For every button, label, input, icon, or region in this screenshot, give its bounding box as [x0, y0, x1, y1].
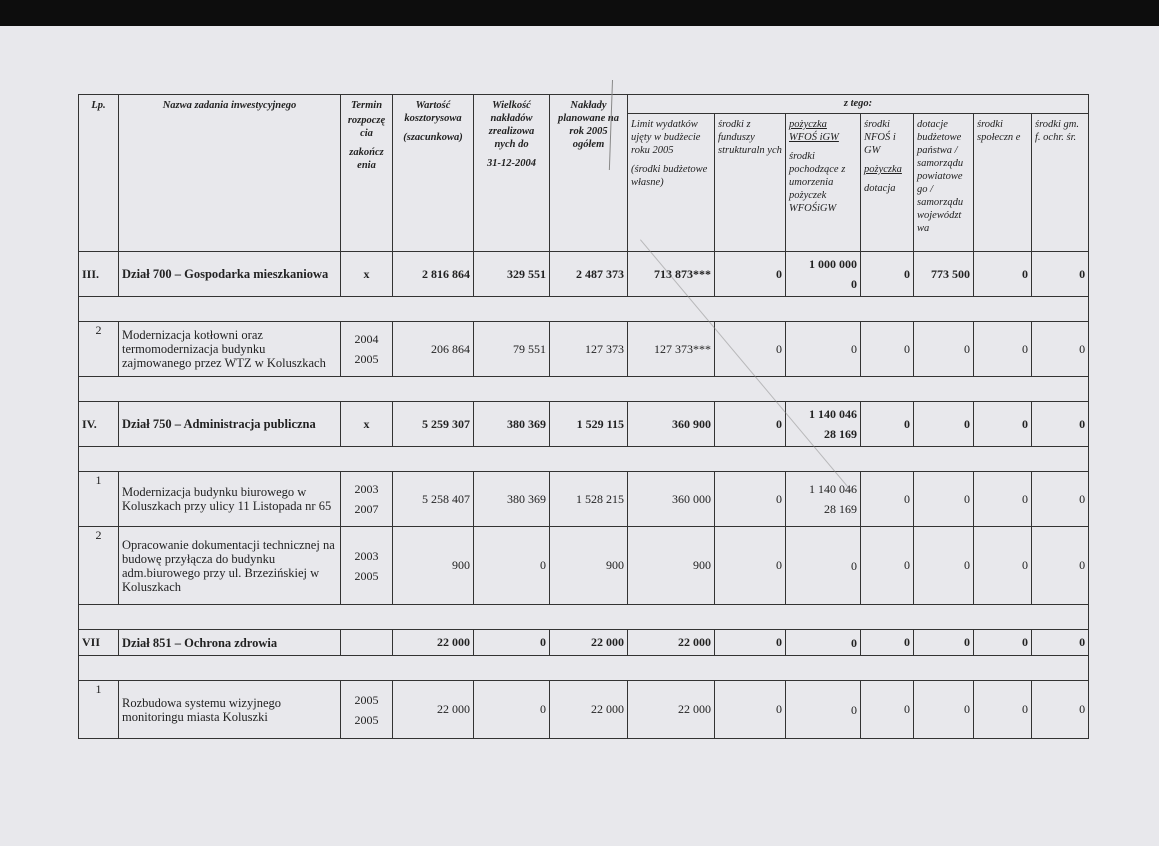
header-termin: [341, 95, 393, 252]
row-strukturalne: 0: [715, 322, 786, 377]
header-wartosc: [393, 95, 474, 252]
termin-value: 2003: [354, 548, 379, 563]
header-termin-start: rozpoczę cia: [347, 115, 386, 139]
row-gmf: 0: [1032, 402, 1089, 447]
spacer-cell: [79, 605, 1089, 630]
row-wfos: [786, 630, 861, 656]
row-termin: [341, 681, 393, 739]
header-gmf: środki gm. f. ochr. śr.: [1032, 114, 1089, 252]
row-nfos: 0: [861, 681, 914, 739]
row-nfos: 0: [861, 527, 914, 605]
wfos-value: 1 000 000: [809, 257, 857, 271]
termin-value: 2005: [354, 712, 379, 727]
row-gmf: 0: [1032, 681, 1089, 739]
scan-top-border: [0, 0, 1159, 26]
header-nfos-grant: dotacja: [864, 183, 896, 194]
row-spoleczne: 0: [974, 252, 1032, 297]
header-wielkosc-title: Wielkość nakładów zrealizowa nych do: [488, 100, 535, 150]
spacer-cell: [79, 297, 1089, 322]
wfos-value: 0: [851, 635, 857, 650]
row-spoleczne: 0: [974, 527, 1032, 605]
table-row: [79, 472, 1089, 527]
row-termin: [341, 630, 393, 656]
row-wfos: [786, 322, 861, 377]
section-row: [79, 252, 1089, 297]
termin-value: 2004: [354, 332, 379, 346]
header-strukturalne: środki z funduszy strukturaln ych: [715, 114, 786, 252]
row-lp: III.: [79, 252, 119, 297]
row-nfos: 0: [861, 322, 914, 377]
row-termin: [341, 402, 393, 447]
row-lp: 2: [79, 322, 119, 377]
wfos-value: 28 169: [824, 502, 857, 516]
section-row: [79, 630, 1089, 656]
row-wartosc: 5 258 407: [393, 472, 474, 527]
header-dotacje: dotacje budżetowe państwa / samorządu powiatowe go / samorządu województ wa: [914, 114, 974, 252]
header-lp: Lp.: [79, 95, 119, 252]
row-gmf: 0: [1032, 527, 1089, 605]
row-termin: [341, 527, 393, 605]
row-gmf: 0: [1032, 252, 1089, 297]
termin-value: 2005: [354, 352, 379, 366]
spacer-row: [79, 605, 1089, 630]
row-naklady: 1 529 115: [550, 402, 628, 447]
row-wielkosc: 0: [474, 630, 550, 656]
row-gmf: 0: [1032, 322, 1089, 377]
row-wartosc: 2 816 864: [393, 252, 474, 297]
row-spoleczne: 0: [974, 472, 1032, 527]
header-termin-end: zakończ enia: [349, 147, 384, 171]
row-naklady: 1 528 215: [550, 472, 628, 527]
row-lp: VII: [79, 630, 119, 656]
termin-value: 2007: [354, 502, 379, 516]
header-termin-title: Termin: [350, 100, 383, 111]
row-wfos: [786, 402, 861, 447]
section-row: [79, 402, 1089, 447]
header-nfos-loan-text: pożyczka: [864, 164, 902, 175]
wfos-value: 1 140 046: [809, 407, 857, 421]
row-dotacje: 0: [914, 527, 974, 605]
row-dotacje: 0: [914, 630, 974, 656]
row-wfos: [786, 527, 861, 605]
header-wfos-loan: [789, 118, 857, 144]
row-naklady: 127 373: [550, 322, 628, 377]
row-naklady: 2 487 373: [550, 252, 628, 297]
header-nfos-loan: [864, 163, 910, 176]
header-nfos: [861, 114, 914, 252]
row-wielkosc: 0: [474, 527, 550, 605]
row-nfos: 0: [861, 630, 914, 656]
row-strukturalne: 0: [715, 527, 786, 605]
row-lp: 2: [79, 527, 119, 605]
row-limit: 713 873***: [628, 252, 715, 297]
row-nfos: 0: [861, 472, 914, 527]
row-name: Rozbudowa systemu wizyjnego monitoringu miasta Koluszki: [119, 681, 341, 739]
row-spoleczne: 0: [974, 630, 1032, 656]
row-wielkosc: 79 551: [474, 322, 550, 377]
spacer-row: [79, 656, 1089, 681]
row-dotacje: 0: [914, 402, 974, 447]
spacer-row: [79, 377, 1089, 402]
row-strukturalne: 0: [715, 630, 786, 656]
spacer-cell: [79, 656, 1089, 681]
row-naklady: 22 000: [550, 681, 628, 739]
row-lp: IV.: [79, 402, 119, 447]
table-row: [79, 322, 1089, 377]
header-wartosc-sub: (szacunkowa): [403, 132, 463, 143]
row-dotacje: 0: [914, 322, 974, 377]
row-lp: 1: [79, 681, 119, 739]
row-dotacje: 773 500: [914, 252, 974, 297]
row-dotacje: 0: [914, 681, 974, 739]
header-name: Nazwa zadania inwestycyjnego: [119, 95, 341, 252]
row-strukturalne: 0: [715, 472, 786, 527]
row-dotacje: 0: [914, 472, 974, 527]
row-name: Dział 851 – Ochrona zdrowia: [119, 630, 341, 656]
row-termin: [341, 252, 393, 297]
row-wfos: [786, 252, 861, 297]
header-wfos-sub: środki pochodzące z umorzenia pożyczek WFOŚiGW: [789, 151, 846, 214]
header-nfos-title: środki NFOŚ i GW: [864, 119, 896, 156]
row-naklady: 22 000: [550, 630, 628, 656]
row-lp: 1: [79, 472, 119, 527]
row-name: Dział 750 – Administracja publiczna: [119, 402, 341, 447]
row-limit: 22 000: [628, 630, 715, 656]
row-termin: [341, 322, 393, 377]
row-limit: 22 000: [628, 681, 715, 739]
table-row: [79, 681, 1089, 739]
termin-value: x: [363, 267, 370, 281]
header-limit: [628, 114, 715, 252]
termin-value: 2005: [354, 692, 379, 707]
row-strukturalne: 0: [715, 681, 786, 739]
wfos-value: 1 140 046: [809, 482, 857, 496]
spacer-cell: [79, 447, 1089, 472]
row-wartosc: 22 000: [393, 681, 474, 739]
row-spoleczne: 0: [974, 322, 1032, 377]
row-limit: 127 373***: [628, 322, 715, 377]
row-name: Dział 700 – Gospodarka mieszkaniowa: [119, 252, 341, 297]
row-termin: [341, 472, 393, 527]
termin-value: 2003: [354, 482, 379, 496]
header-wartosc-title: Wartość kosztorysowa: [404, 100, 462, 124]
wfos-value: 28 169: [824, 427, 857, 441]
header-wfos: [786, 114, 861, 252]
row-limit: 900: [628, 527, 715, 605]
row-wartosc: 206 864: [393, 322, 474, 377]
row-nfos: 0: [861, 402, 914, 447]
row-limit: 360 000: [628, 472, 715, 527]
header-limit-sub: (środki budżetowe własne): [631, 164, 708, 188]
row-spoleczne: 0: [974, 402, 1032, 447]
row-wielkosc: 380 369: [474, 402, 550, 447]
row-wartosc: 5 259 307: [393, 402, 474, 447]
row-gmf: 0: [1032, 472, 1089, 527]
row-name: Opracowanie dokumentacji technicznej na budowę przyłącza do budynku adm.biurowego przy ul. Brzezińskiej w Koluszkach: [119, 527, 341, 605]
header-spoleczne: środki społeczn e: [974, 114, 1032, 252]
spacer-row: [79, 297, 1089, 322]
header-limit-title: Limit wydatków ujęty w budżecie roku 2005: [631, 119, 701, 156]
row-wartosc: 22 000: [393, 630, 474, 656]
termin-value: 2005: [354, 568, 379, 583]
row-naklady: 900: [550, 527, 628, 605]
row-strukturalne: 0: [715, 402, 786, 447]
header-wfos-loan-text: pożyczka WFOŚ iGW: [789, 119, 839, 143]
row-wielkosc: 0: [474, 681, 550, 739]
wfos-value: 0: [851, 702, 857, 717]
header-wielkosc: [474, 95, 550, 252]
row-gmf: 0: [1032, 630, 1089, 656]
spacer-row: [79, 447, 1089, 472]
investment-table: [78, 94, 1089, 739]
row-strukturalne: 0: [715, 252, 786, 297]
wfos-value: 0: [851, 558, 857, 573]
row-wielkosc: 380 369: [474, 472, 550, 527]
wfos-value: 0: [851, 277, 857, 291]
header-naklady: Nakłady planowane na rok 2005 ogółem: [550, 95, 628, 252]
header-wielkosc-date: 31-12-2004: [487, 158, 536, 169]
table-body: [79, 252, 1089, 739]
termin-value: x: [363, 417, 370, 431]
row-wfos: [786, 681, 861, 739]
header-z-tego: z tego:: [628, 95, 1089, 114]
row-name: Modernizacja budynku biurowego w Koluszkach przy ulicy 11 Listopada nr 65: [119, 472, 341, 527]
row-nfos: 0: [861, 252, 914, 297]
row-wielkosc: 329 551: [474, 252, 550, 297]
row-spoleczne: 0: [974, 681, 1032, 739]
row-name: Modernizacja kotłowni oraz termomodernizacja budynku zajmowanego przez WTZ w Koluszkach: [119, 322, 341, 377]
wfos-value: 0: [851, 342, 857, 356]
row-wfos: [786, 472, 861, 527]
spacer-cell: [79, 377, 1089, 402]
row-limit: 360 900: [628, 402, 715, 447]
row-wartosc: 900: [393, 527, 474, 605]
table-row: [79, 527, 1089, 605]
